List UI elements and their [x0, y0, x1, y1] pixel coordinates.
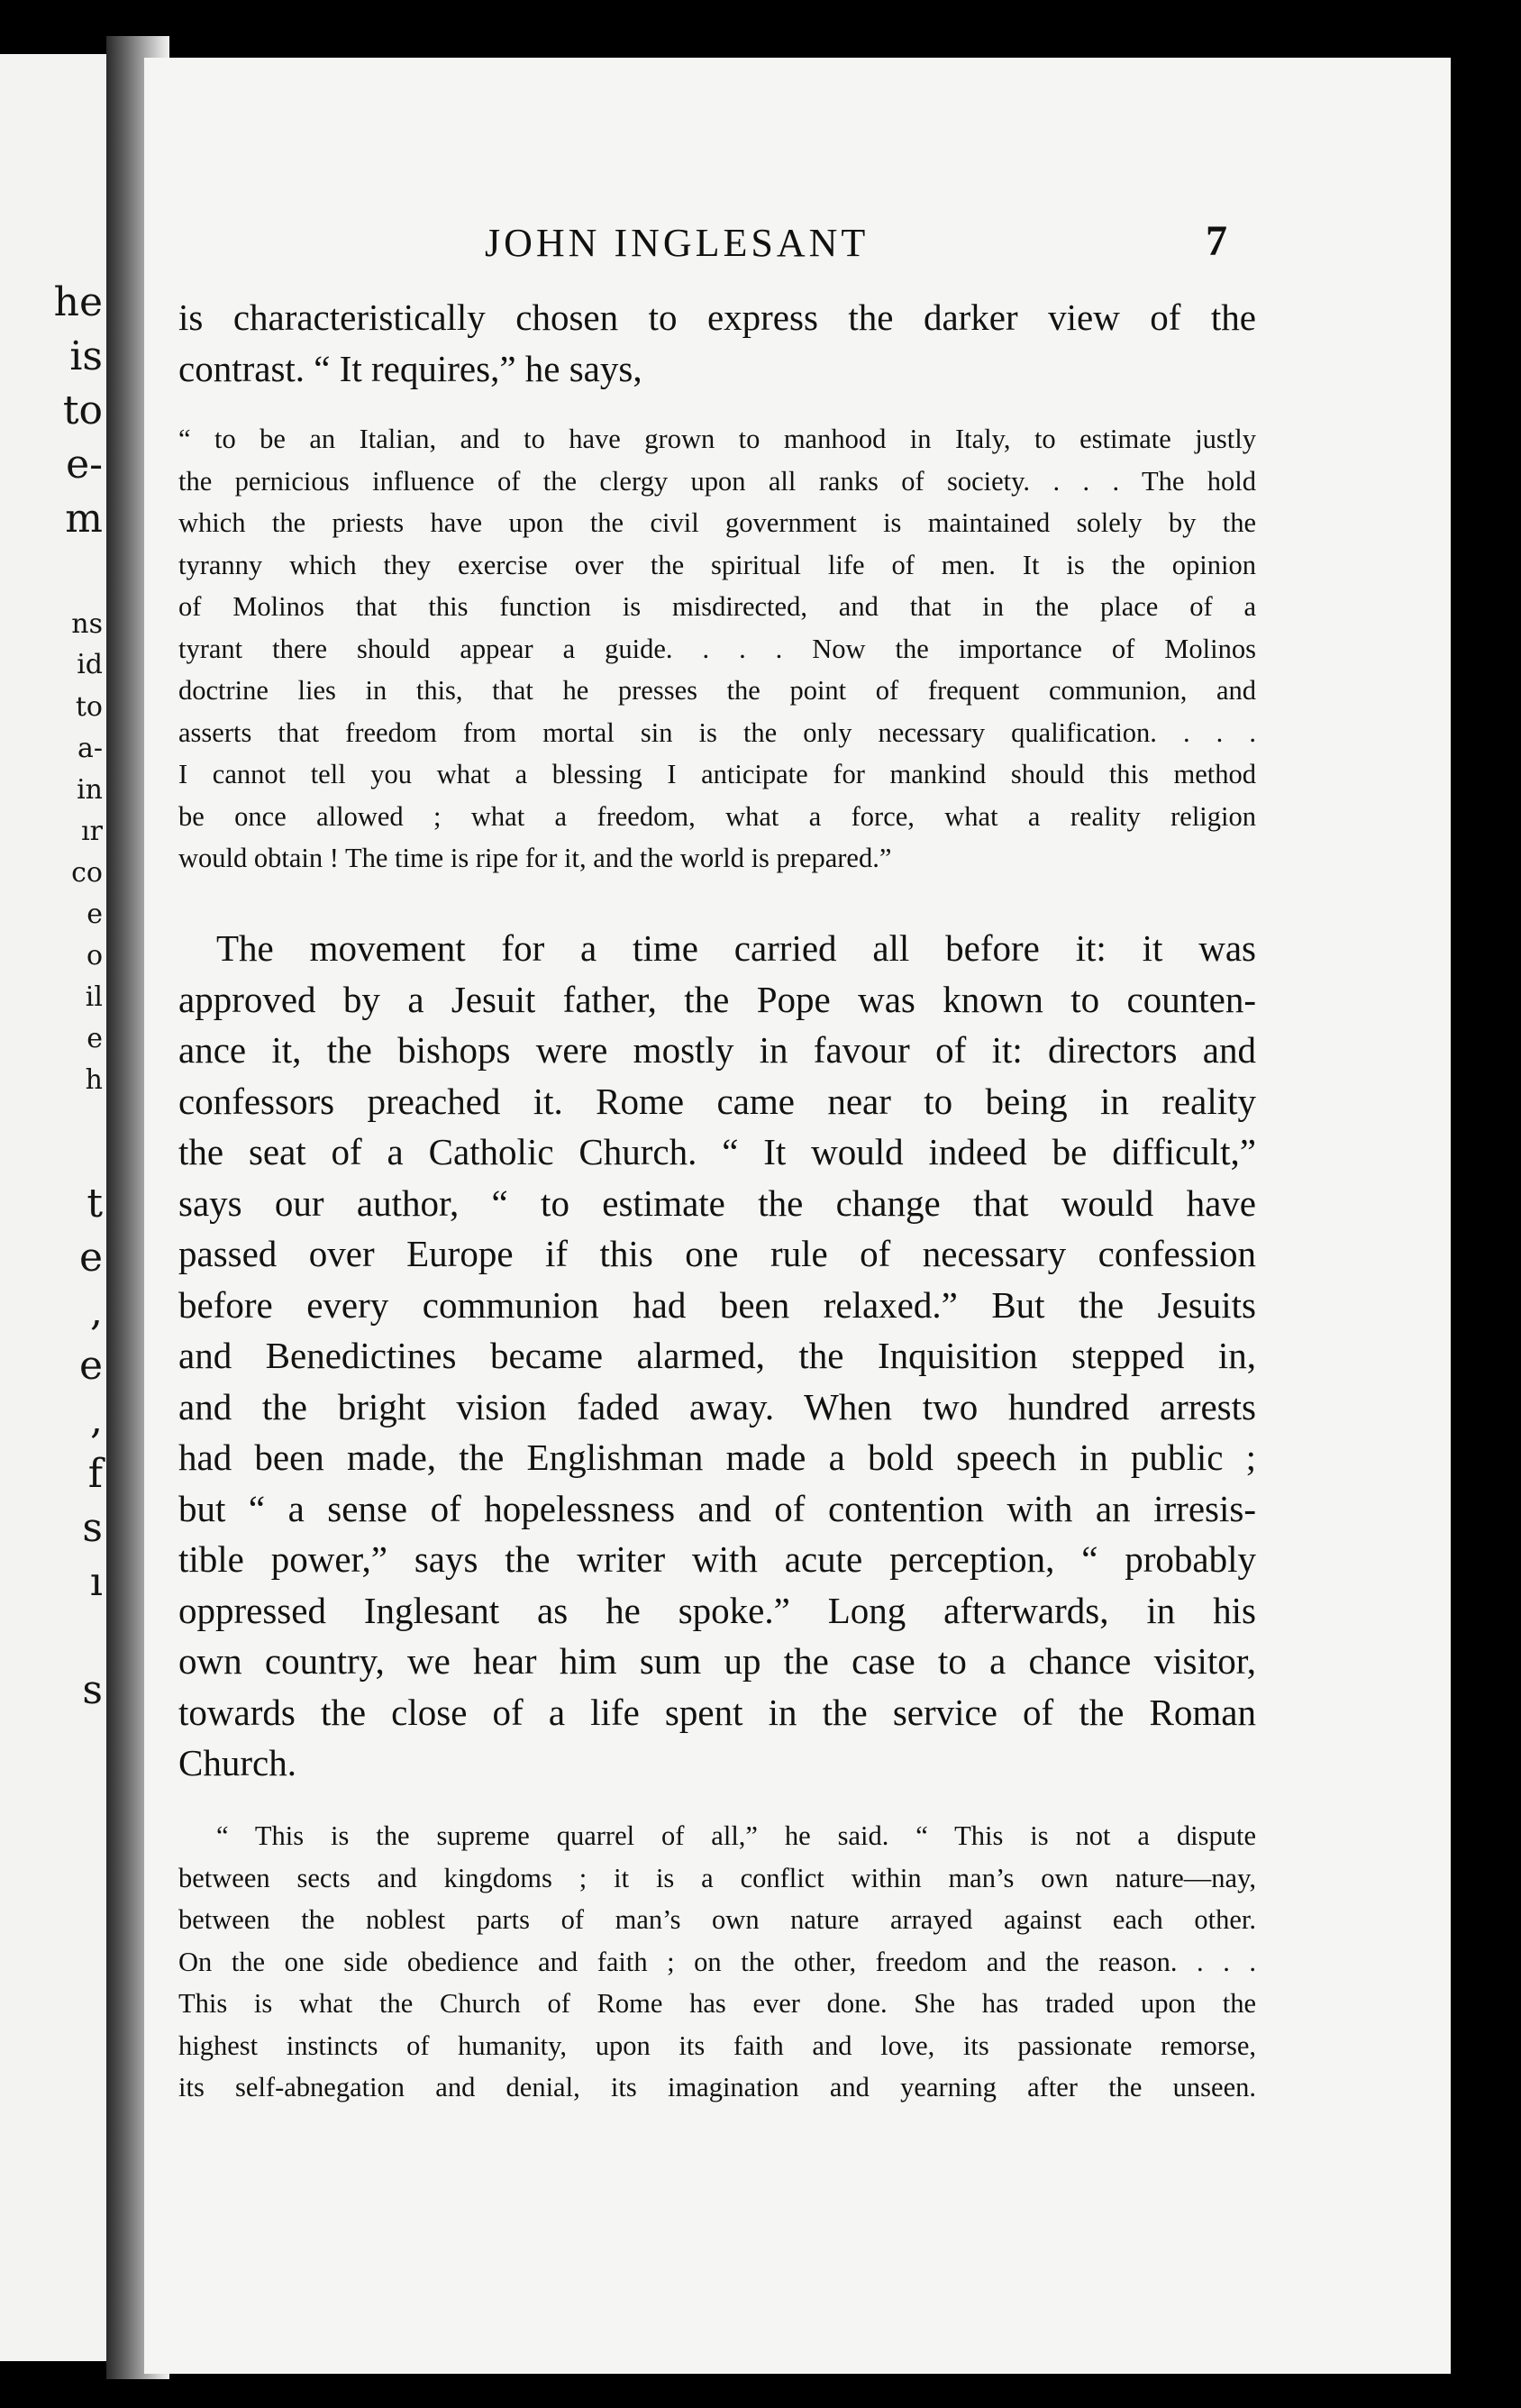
text-line: The movement for a time carried all before it: it was — [216, 927, 1256, 969]
facing-page-text: e — [87, 1023, 103, 1054]
facing-page-text: o — [86, 940, 103, 971]
quote-line: tyranny which they exercise over the spiritual life of men. It is the opinion — [178, 549, 1256, 580]
page-number: 7 — [1206, 217, 1227, 265]
facing-page-text: ır — [81, 816, 103, 847]
facing-page-text: e- — [66, 442, 103, 488]
quote-line: highest instincts of humanity, upon its faith and love, its passionate remorse, — [178, 2029, 1256, 2061]
book-page — [144, 58, 1451, 2374]
facing-page-text: id — [77, 649, 103, 680]
quote-line: This is what the Church of Rome has ever done. She has traded upon the — [178, 1988, 1256, 2019]
facing-page-text: e — [78, 1343, 103, 1389]
block-quote-molinos — [178, 418, 1256, 880]
facing-page-text: ı — [89, 1559, 103, 1605]
text-line: tible power,” says the writer with acute perception, “ probably — [178, 1538, 1256, 1580]
quote-line: between sects and kingdoms ; it is a conflict within man’s own nature—nay, — [178, 1862, 1256, 1893]
quote-line: its self-abnegation and denial, its imagination and yearning after the unseen. — [178, 2072, 1256, 2102]
quote-line: between the noblest parts of man’s own nature arrayed against each other. — [178, 1904, 1256, 1935]
text-line: says our author, “ to estimate the change that would have — [178, 1181, 1256, 1224]
facing-page-text: ns — [71, 608, 103, 640]
quote-line: On the one side obedience and faith ; on the other, freedom and the reason. . . . — [178, 1946, 1256, 1977]
text-line: approved by a Jesuit father, the Pope was known to counten- — [178, 978, 1256, 1020]
facing-page-fragment — [0, 54, 106, 2361]
text-line: own country, we hear him sum up the case to a chance visitor, — [178, 1640, 1256, 1682]
facing-page-text: f — [87, 1451, 103, 1497]
text-line: the seat of a Catholic Church. “ It would indeed be difficult,” — [178, 1131, 1256, 1172]
text-line: contrast. “ It requires,” he says, — [178, 347, 642, 389]
quote-line: of Molinos that this function is misdirected, and that in the place of a — [178, 591, 1256, 622]
text-line: before every communion had been relaxed.” But the Jesuits — [178, 1283, 1256, 1326]
facing-page-text: is — [69, 333, 103, 379]
text-line: towards the close of a life spent in the service of the Roman — [178, 1691, 1256, 1733]
text-line: and Benedictines became alarmed, the Inquisition stepped in, — [178, 1335, 1256, 1376]
text-line: ance it, the bishops were mostly in favour of it: directors and — [178, 1029, 1256, 1071]
text-line: passed over Europe if this one rule of necessary confession — [178, 1233, 1256, 1274]
quote-line: which the priests have upon the civil government is maintained solely by the — [178, 507, 1256, 538]
running-header — [144, 217, 1451, 283]
facing-page-text: , — [90, 1397, 103, 1443]
quote-line: tyrant there should appear a guide. . . . Now the importance of Molinos — [178, 633, 1256, 664]
facing-page-text: co — [71, 857, 103, 889]
facing-page-text: in — [77, 774, 103, 806]
facing-page-text: m — [65, 496, 103, 542]
running-title: JOHN INGLESANT — [485, 221, 870, 265]
quote-line: the pernicious influence of the clergy upon all ranks of society. . . . The hold — [178, 465, 1256, 497]
quote-line: “ to be an Italian, and to have grown to manhood in Italy, to estimate justly — [178, 424, 1256, 454]
facing-page-text: , — [90, 1289, 103, 1335]
facing-page-text: h — [85, 1064, 103, 1096]
quote-line: “ This is the supreme quarrel of all,” he said. “ This is not a dispute — [216, 1820, 1256, 1851]
facing-page-text: he — [53, 279, 103, 325]
text-line: confessors preached it. Rome came near to being in reality — [178, 1080, 1256, 1122]
facing-page-text: s — [82, 1505, 103, 1551]
quote-line: be once allowed ; what a freedom, what a force, what a reality religion — [178, 800, 1256, 832]
text-line: and the bright vision faded away. When two hundred arrests — [178, 1385, 1256, 1427]
text-line: had been made, the Englishman made a bold speech in public ; — [178, 1437, 1256, 1478]
block-quote-inglesant — [178, 1815, 1256, 2109]
facing-page-text: e — [78, 1235, 103, 1281]
quote-line: asserts that freedom from mortal sin is the only necessary qualification. . . . — [178, 716, 1256, 748]
facing-page-text: a- — [77, 733, 103, 764]
facing-page-text: to — [75, 691, 103, 723]
text-line: is characteristically chosen to express the darker view of the — [178, 296, 1256, 338]
quote-line: I cannot tell you what a blessing I anticipate for mankind should this method — [178, 759, 1256, 789]
text-line: oppressed Inglesant as he spoke.” Long afterwards, in his — [178, 1589, 1256, 1631]
text-line: Church. — [178, 1742, 296, 1783]
facing-page-text: il — [85, 981, 103, 1013]
paragraph-movement — [178, 923, 1256, 1789]
facing-page-text: e — [87, 898, 103, 930]
facing-page-text: t — [87, 1181, 103, 1227]
text-line: but “ a sense of hopelessness and of contention with an irresis- — [178, 1487, 1256, 1529]
facing-page-text: to — [62, 388, 103, 433]
quote-line: would obtain ! The time is ripe for it, and the world is prepared.” — [178, 843, 892, 873]
quote-line: doctrine lies in this, that he presses the point of frequent communion, and — [178, 675, 1256, 706]
facing-page-text: s — [82, 1667, 103, 1713]
paragraph-continuation — [178, 292, 1256, 394]
